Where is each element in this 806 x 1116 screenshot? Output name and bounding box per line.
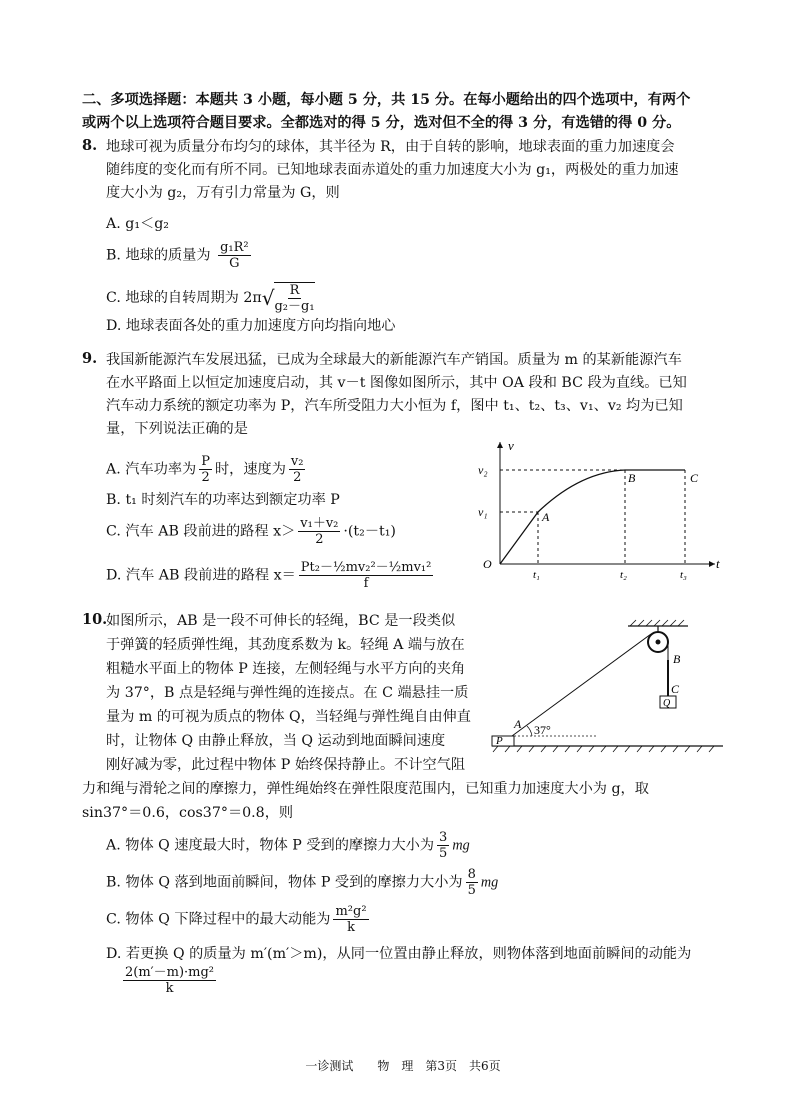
q9-a-mid: 时，速度为 [214,461,286,478]
origin-label: O [483,557,492,571]
q9-d-frac [299,560,434,591]
ceiling-hatch [630,620,684,626]
point-c-label: C [690,471,699,485]
t2-label: t₂ [620,569,627,581]
label-p: P [496,735,503,747]
q8-option-c-fraction [274,282,314,314]
section-heading-line1: 二、多项选择题：本题共 3 小题，每小题 5 分，共 15 分。在每小题给出的四个选项中，有两个 [82,92,691,108]
question-number-9: 9. [82,350,98,367]
q10-d-den: k [165,981,174,996]
q8-stem-line3: 度大小为 g₂，万有引力常量为 G，则 [106,185,340,201]
label-b: B [673,652,681,666]
q10-b-prefix: B. 物体 Q 落到地面前瞬间，物体 P 受到的摩擦力大小为 [106,874,463,891]
q9-stem-line3: 汽车动力系统的额定功率为 P，汽车所受阻力大小恒为 f，图中 t₁、t₂、t₃、v₁、v₂ 均为已知 [106,398,683,414]
pulley-axle [656,640,661,645]
q10-b-suffix: mg [480,874,499,891]
label-a: A [514,717,522,731]
curve-ab [538,470,625,512]
q10-a-prefix: A. 物体 Q 速度最大时，物体 P 受到的摩擦力大小为 [106,837,435,854]
q10-a-frac [437,830,449,861]
q10-c-prefix: C. 物体 Q 下降过程中的最大动能为 [106,911,331,928]
q8-option-b-fraction [218,240,251,271]
q9-c-num: v₁＋v₂ [300,516,339,531]
q10-c-frac [333,904,368,935]
q9-c-frac [298,516,340,547]
q8-c-den: g₂－g₁ [274,299,315,314]
q9-option-c [106,516,396,547]
q9-a-den: 2 [201,470,210,485]
q8-option-c: C. 地球的自转周期为 2π√ $\frac{R}{\text{g₂－g₁}}$ [106,283,315,314]
q9-c-den: 2 [315,532,324,547]
q9-a-frac1 [199,454,212,485]
t-axis-label: t [716,556,720,571]
q8-b-num: g₁R² [220,240,249,255]
ground-hatch [493,746,714,752]
label-angle: 37° [534,723,551,737]
v-axis-label: v [508,438,514,453]
q10-c-num: m²g² [335,904,367,919]
rope-ab [512,634,651,736]
section-heading-line2: 或两个以上选项符合题目要求。全都选对的得 5 分，选对但不全的得 3 分，有选错的得 0 分。 [82,115,681,131]
q10-b-den: 5 [467,883,476,898]
q10-stem-line1: 如图所示，AB 是一段不可伸长的轻绳，BC 是一段类似 [106,613,456,629]
q8-b-den: G [229,256,240,271]
q8-stem-line1: 地球可视为质量分布均匀的球体，其半径为 R，由于自转的影响，地球表面的重力加速度会 [106,139,675,155]
t1-label: t₁ [533,569,540,581]
t3-label: t₃ [680,569,687,581]
question-number-8: 8. [82,137,98,154]
v2-label: v₂ [478,463,488,477]
q10-option-d-fraction [120,965,219,996]
segment-oa [500,512,538,564]
q9-option-b: B. t₁ 时刻汽车的功率达到额定功率 P [106,492,340,508]
q8-c-num: R [289,283,300,298]
q9-a-num2: v₂ [290,454,304,469]
q10-d-num: 2(m′－m)·mg² [125,965,215,980]
label-q: Q [663,698,671,709]
q9-c-prefix: C. 汽车 AB 段前进的路程 x＞ [106,523,296,540]
q9-d-prefix: D. 汽车 AB 段前进的路程 x＝ [106,567,296,584]
q10-option-d-line1: D. 若更换 Q 的质量为 m′(m′＞m)，从同一位置由静止释放，则物体落到地面前瞬间的动能为 [106,946,692,962]
q10-stem-line3: 粗糙水平面上的物体 P 连接，左侧轻绳与水平方向的夹角 [106,661,466,677]
q8-option-c-prefix: C. 地球的自转周期为 2π [106,290,262,306]
v1-label: v₁ [478,505,488,519]
q8-option-d: D. 地球表面各处的重力加速度方向均指向地心 [106,318,396,334]
q10-stem-line4: 为 37°，B 点是轻绳与弹性绳的连接点。在 C 端悬挂一质 [106,685,469,701]
question-number-10: 10. [82,611,108,628]
q10-stem-line5: 量为 m 的可视为质点的物体 Q，当轻绳与弹性绳自由伸直 [106,709,471,725]
q10-option-b [106,867,498,898]
q9-option-d [106,560,436,591]
q10-b-num: 8 [467,867,476,882]
q10-c-den: k [347,920,355,935]
angle-arc [527,726,532,736]
q10-stem-line6: 时，让物体 Q 由静止释放，当 Q 运动到地面瞬间速度 [106,733,446,749]
label-c: C [671,682,680,696]
q8-option-a: A. g₁＜g₂ [106,216,169,232]
q10-option-a [106,830,470,861]
page-footer: 一诊测试 物 理 第3页 共6页 [305,1059,501,1073]
q10-figure [488,612,728,762]
q9-a-frac2 [289,454,306,485]
q8-option-b [106,240,254,271]
q10-stem-line2: 于弹簧的轻质弹性绳，其劲度系数为 k。轻绳 A 端与放在 [106,637,465,653]
q10-a-den: 5 [439,846,448,861]
q9-stem-line1: 我国新能源汽车发展迅猛，已成为全球最大的新能源汽车产销国。质量为 m 的某新能源汽车 [106,352,682,368]
q10-stem-line8: 力和绳与滑轮之间的摩擦力，弹性绳始终在弹性限度范围内，已知重力加速度大小为 g，取 [82,781,649,797]
q9-a-den2: 2 [293,470,302,485]
q10-d-frac [123,965,216,996]
q8-option-b-prefix: B. 地球的质量为 [106,247,211,264]
q8-stem-line2: 随纬度的变化而有所不同。已知地球表面赤道处的重力加速度大小为 g₁，两极处的重力加速 [106,162,679,178]
q10-a-num: 3 [439,830,448,845]
q10-option-c [106,904,372,935]
q10-b-frac [466,867,478,898]
q9-c-suffix: ·(t₂－t₁) [343,523,396,540]
q9-a-num: P [201,454,210,469]
q9-d-num: Pt₂－½mv₂²－½mv₁² [300,560,432,575]
q9-option-a [106,454,308,485]
q9-d-den: f [363,576,369,591]
q10-a-suffix: mg [452,837,470,854]
q9-stem-line4: 量，下列说法正确的是 [106,421,248,437]
point-a-label: A [542,510,550,524]
q10-stem-line9: sin37°＝0.6，cos37°＝0.8，则 [82,805,294,821]
q9-a-prefix: A. 汽车功率为 [106,461,197,478]
point-b-label: B [628,471,636,485]
q9-stem-line2: 在水平路面上以恒定加速度启动，其 v－t 图像如图所示，其中 OA 段和 BC 段为直线。已知 [106,375,687,391]
q9-vt-graph [470,436,730,586]
q10-stem-line7: 刚好减为零，此过程中物体 P 始终保持静止。不计空气阻 [106,757,466,773]
